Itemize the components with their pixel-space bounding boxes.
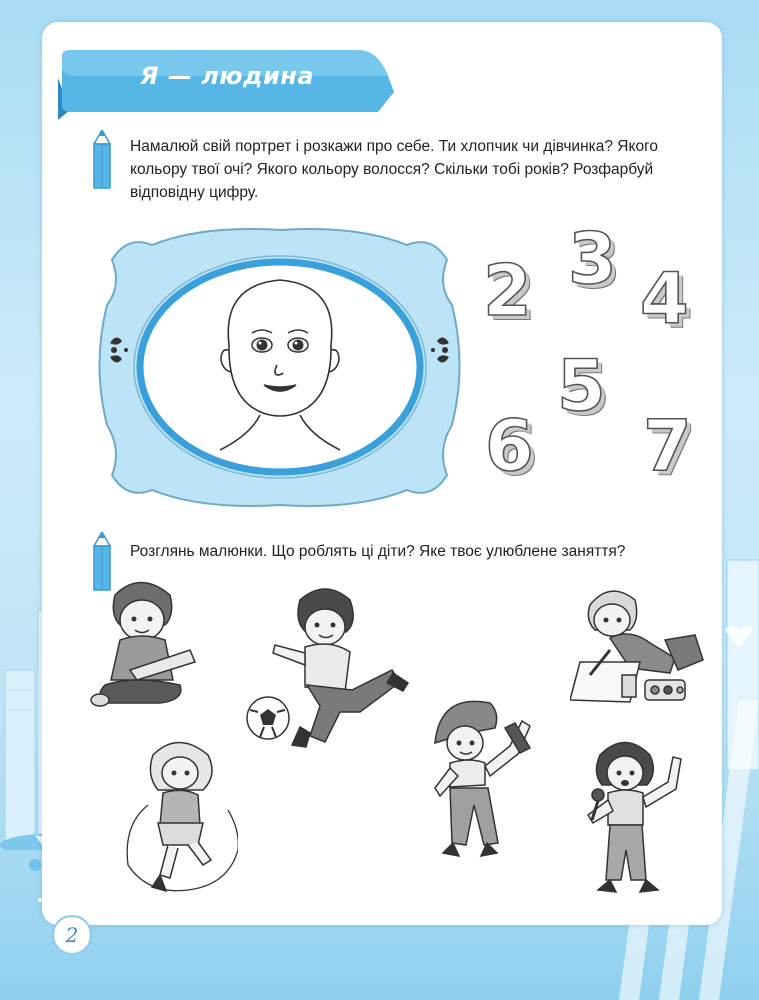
boy-reading-book-illustration: [90, 575, 200, 715]
digit-3[interactable]: 3: [568, 218, 617, 300]
digit-4[interactable]: 4: [640, 258, 689, 340]
football: [247, 697, 289, 739]
task-1-instructions: Намалюй свій портрет і розкажи про себе. Ти хлопчик чи дівчинка? Якого кольору твої очі? Якого кольору волосся? Скільки тобі років? Розфарбуй відповідну цифру.: [130, 138, 658, 201]
page-number: 2: [52, 915, 92, 955]
boy-kicking-football-illustration: [245, 585, 415, 750]
digit-6[interactable]: 6: [485, 405, 534, 487]
task-2-instructions: Розглянь малюнки. Що роблять ці діти? Яке твоє улюблене заняття?: [130, 543, 626, 560]
boy-singing-microphone-illustration: [570, 735, 695, 895]
pencil-icon: [92, 130, 112, 190]
girl-drawing-illustration: [570, 580, 710, 710]
digit-7[interactable]: 7: [643, 405, 692, 487]
mirror-frame-portrait[interactable]: [92, 225, 467, 510]
digit-2[interactable]: 2: [483, 250, 532, 332]
digit-5[interactable]: 5: [557, 345, 606, 427]
girl-jumping-rope-illustration: [118, 735, 238, 895]
boy-dancing-with-cap-illustration: [425, 688, 540, 863]
page-title: Я — людина: [140, 62, 315, 90]
